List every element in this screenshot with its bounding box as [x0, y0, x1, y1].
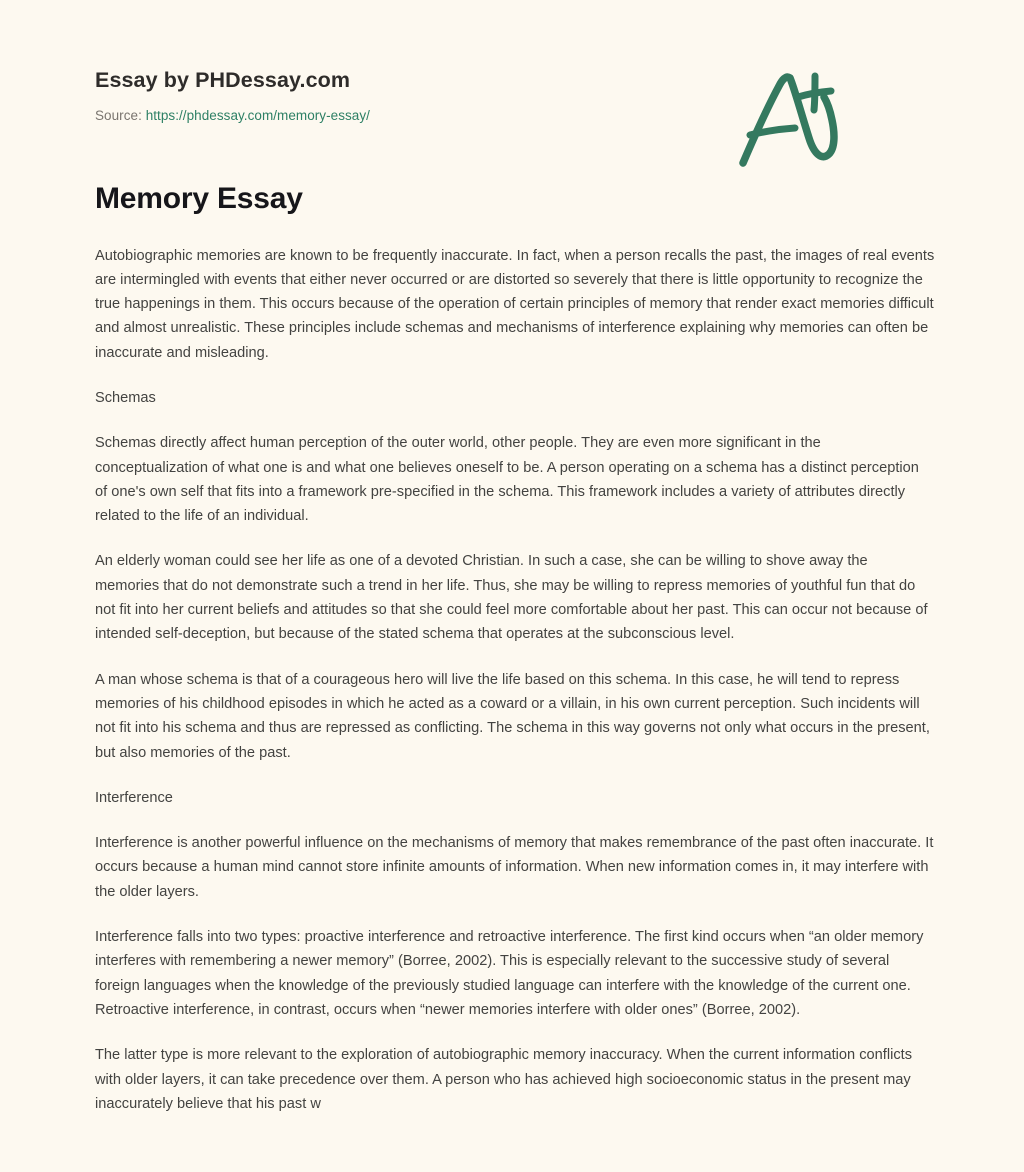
- page-title: Memory Essay: [95, 182, 303, 215]
- body-paragraph: A man whose schema is that of a courageous hero will live the life based on this schema. In this case, he will tend to repress memories of his childhood episodes in which he acted as a coward or a villain, in his own current perception. Such incidents will not fit into his schema and thus are repressed as conflicting. The schema in this way governs not only what occurs in the present, but also memories of the past.: [95, 671, 930, 761]
- body-paragraph: Autobiographic memories are known to be frequently inaccurate. In fact, when a person recalls the past, the images of real events are intermingled with events that either never occurred or are distorted so severely that there is little opportunity to recognize the true happenings in them. This occurs because of the operation of certain principles of memory that render exact memories difficult and almost unrealistic. These principles include schemas and mechanisms of interference explaining why memories can often be inaccurate and misleading.: [95, 247, 935, 361]
- body-paragraph: Interference is another powerful influence on the mechanisms of memory that makes remembrance of the past often inaccurate. It occurs because a human mind cannot store infinite amounts of information. When new information comes in, it may interfere with the older layers.: [95, 835, 934, 900]
- section-subheading: Interference: [95, 789, 173, 806]
- body-paragraph: An elderly woman could see her life as one of a devoted Christian. In such a case, she can be willing to shove away the memories that do not demonstrate such a trend in her life. Thus, she may be willing to repress memories of youthful fun that do not fit into her current beliefs and attitudes so that she could feel more comfortable about her past. This can occur not because of intended self-deception, but because of the stated schema that operates at the subconscious level.: [95, 553, 928, 643]
- body-paragraph: Interference falls into two types: proactive interference and retroactive interference. The first kind occurs when “an older memory interferes with remembering a newer memory” (Borree, 2002). This is especially relevant to the successive study of several foreign languages when the knowledge of the previously studied language can interfere with the knowledge of the current one. Retroactive interference, in contrast, occurs when “newer memories interfere with older ones” (Borree, 2002).: [95, 929, 924, 1018]
- essay-body: [95, 218, 935, 1117]
- page-header: [95, 0, 929, 123]
- brand-title: Essay by PHDessay.com: [95, 68, 351, 92]
- body-paragraph: The latter type is more relevant to the exploration of autobiographic memory inaccuracy. When the current information conflicts with older layers, it can take precedence over them. A person who has achieved high socioeconomic status in the present may inaccurately believe that his past w: [95, 1047, 913, 1112]
- source-label: Source:: [95, 107, 142, 123]
- source-url-link[interactable]: https://phdessay.com/memory-essay/: [145, 107, 370, 123]
- body-paragraph: Schemas directly affect human perception of the outer world, other people. They are even more significant in the conceptualization of what one is and what one believes oneself to be. A person operating on a schema has a distinct perception of one's own self that fits into a framework pre-specified in the schema. This framework includes a variety of attributes directly related to the life of an individual.: [95, 435, 919, 525]
- section-subheading: Schemas: [95, 389, 156, 406]
- aplus-logo-icon: [732, 62, 844, 174]
